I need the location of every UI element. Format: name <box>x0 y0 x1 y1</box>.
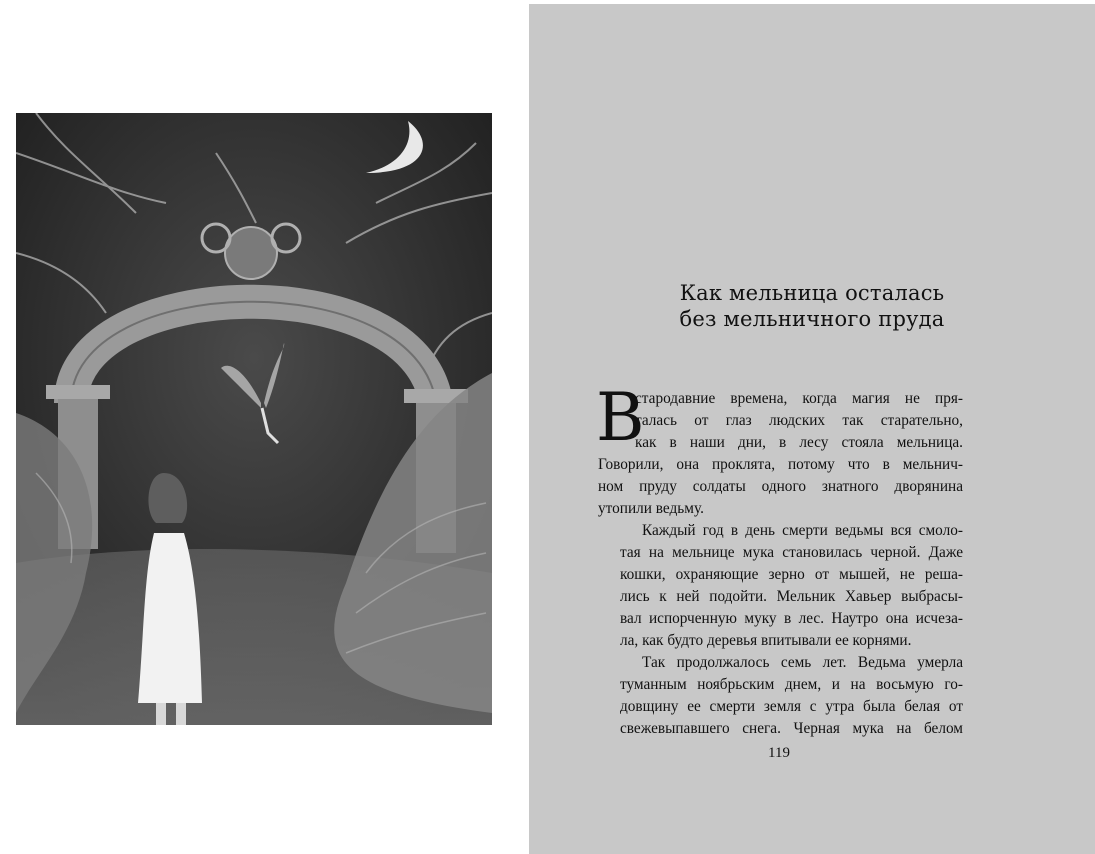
drop-cap: В <box>596 379 645 456</box>
text-line: лись к ней подойти. Мельник Хавьер выбрасы- <box>620 588 963 605</box>
paragraph-1 <box>596 379 963 520</box>
page-number: 119 <box>768 745 790 761</box>
text-line: ла, как будто деревья впитывали ее корнями. <box>620 632 912 649</box>
text-line: тая на мельнице мука становилась черной. Даже <box>620 544 963 561</box>
right-page <box>529 4 1095 854</box>
text-line: как в наши дни, в лесу стояла мельница. <box>635 434 963 451</box>
illustration-drawing <box>16 113 492 725</box>
paragraph-2 <box>598 520 963 652</box>
text-line: вал испорченную муку в лес. Наутро она исчеза- <box>620 610 963 627</box>
text-line: Так продолжалось семь лет. Ведьма умерла <box>642 654 963 671</box>
chapter-title-line-1: Как мельница осталась <box>679 281 945 305</box>
text-line: туманным ноябрьским днем, и на восьмую го- <box>620 676 963 693</box>
text-line: стародавние времена, когда магия не пря- <box>635 390 963 407</box>
text-line: Каждый год в день смерти ведьмы вся смоло- <box>642 522 963 539</box>
chapter-title-line-2: без мельничного пруда <box>679 307 945 331</box>
chapter-title <box>529 280 1095 332</box>
body-text <box>596 379 963 740</box>
text-line: свежевыпавшего снега. Черная мука на белом <box>620 720 963 737</box>
text-line: кошки, охраняющие зерно от мышей, не реша- <box>620 566 963 583</box>
paragraph-3 <box>598 652 963 740</box>
left-page <box>0 0 528 854</box>
text-line: довщину ее смерти земля с утра была белая от <box>620 698 963 715</box>
illustration <box>16 113 492 725</box>
text-line: ном пруду солдаты одного знатного дворянина <box>598 478 963 495</box>
text-line: Говорили, она проклята, потому что в мельнич- <box>598 456 963 473</box>
text-line: утопили ведьму. <box>598 500 704 517</box>
text-line: талась от глаз людских так старательно, <box>635 412 963 429</box>
